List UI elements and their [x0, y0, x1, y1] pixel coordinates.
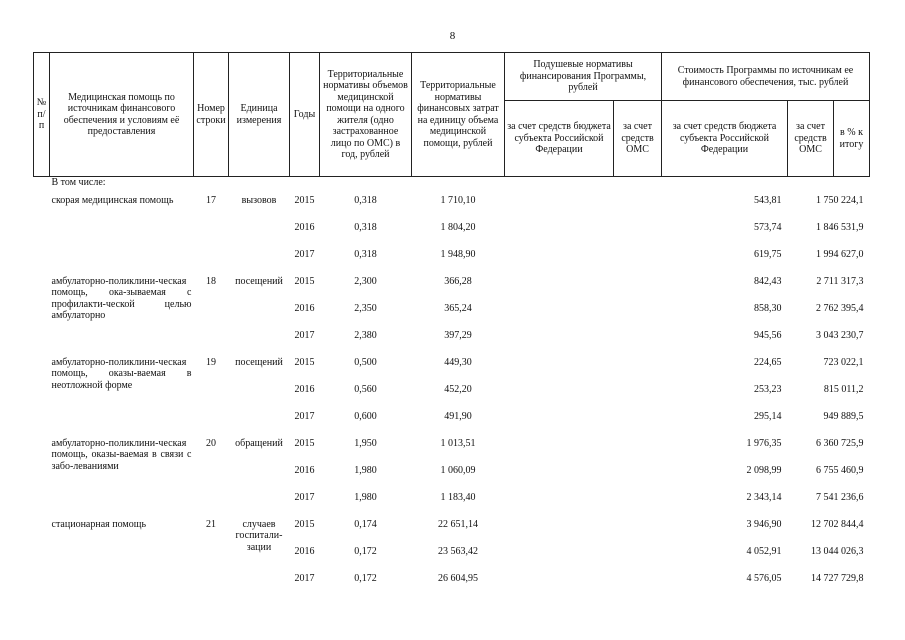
cell-year: 2016	[294, 302, 315, 314]
cell-pc-budget	[505, 438, 614, 465]
table-row	[34, 276, 870, 303]
col-group-per-capita: Подушевые нормативы финансирования Программы, рублей	[505, 53, 662, 101]
cell-pc-oms: 1 976,35	[746, 437, 782, 449]
col-medical-care: Медицинская помощь по источникам финансового обеспечения и условиям её предоставления	[50, 53, 194, 177]
cell-row-number: 21	[206, 518, 216, 530]
cell-year: 2015	[294, 437, 315, 449]
cell-year: 2015	[294, 194, 315, 206]
cell-year: 2017	[294, 410, 315, 422]
cell-cost-norm: 365,24	[444, 302, 472, 314]
cell-prog-oms: 1 750 224,1	[816, 194, 864, 206]
cell-unit: посещений	[235, 275, 283, 287]
cell-year: 2015	[294, 518, 315, 530]
cell-cost-norm: 1 060,09	[440, 464, 476, 476]
cell-year: 2016	[294, 383, 315, 395]
cell-volume-norm: 1,980	[354, 491, 377, 503]
cell-pc-oms: 3 946,90	[746, 518, 782, 530]
cell-cost-norm: 491,90	[444, 410, 472, 422]
cell-cost-norm: 1 710,10	[440, 194, 476, 206]
col-group-program-cost: Стоимость Программы по источникам ее финансового обеспечения, тыс. рублей	[662, 53, 870, 101]
cell-pc-budget	[505, 492, 614, 519]
cell-year: 2015	[294, 356, 315, 368]
cell-pc-oms: 945,56	[754, 329, 782, 341]
col-percent-total: в % к итогу	[834, 101, 870, 177]
cell-pc-oms: 224,65	[754, 356, 782, 368]
cell-volume-norm: 2,350	[354, 302, 377, 314]
cell-pc-oms: 619,75	[754, 248, 782, 260]
cell-year: 2017	[294, 491, 315, 503]
col-no: № п/п	[34, 53, 50, 177]
cell-volume-norm: 0,174	[354, 518, 377, 530]
cell-pc-oms: 573,74	[754, 221, 782, 233]
cell-year: 2015	[294, 275, 315, 287]
subheading: В том числе:	[51, 177, 106, 188]
cell-prog-oms: 6 755 460,9	[816, 464, 864, 476]
cell-year: 2017	[294, 329, 315, 341]
cell-pc-budget	[505, 384, 614, 411]
cell-cost-norm: 23 563,42	[438, 545, 478, 557]
cell-prog-oms: 1 846 531,9	[816, 221, 864, 233]
cell-cost-norm: 449,30	[444, 356, 472, 368]
cell-pc-budget	[505, 573, 614, 600]
cell-pc-budget	[505, 465, 614, 492]
cell-pc-budget	[505, 276, 614, 303]
cell-prog-oms: 6 360 725,9	[816, 437, 864, 449]
col-pc-budget: за счет средств бюджета субъекта Российской Федерации	[505, 101, 614, 177]
cell-pc-oms: 2 343,14	[746, 491, 782, 503]
cell-year: 2017	[294, 572, 315, 584]
page-number: 8	[449, 30, 456, 42]
cell-volume-norm: 1,980	[354, 464, 377, 476]
cell-year: 2016	[294, 464, 315, 476]
table-row	[34, 357, 870, 384]
cell-row-number: 18	[206, 275, 216, 287]
col-years: Годы	[290, 53, 320, 177]
cell-year: 2017	[294, 248, 315, 260]
cell-unit: вызовов	[241, 194, 277, 206]
cell-pc-oms: 4 052,91	[746, 545, 782, 557]
cell-pc-oms: 858,30	[754, 302, 782, 314]
col-prog-oms: за счет средств ОМС	[788, 101, 834, 177]
cell-unit: случаев госпитали-зации	[235, 518, 283, 553]
cell-volume-norm: 0,318	[354, 248, 377, 260]
cell-volume-norm: 0,560	[354, 383, 377, 395]
cell-year: 2016	[294, 545, 315, 557]
cell-no	[34, 276, 50, 357]
cell-pc-budget	[505, 519, 614, 546]
cell-cost-norm: 397,29	[444, 329, 472, 341]
cell-pc-oms: 4 576,05	[746, 572, 782, 584]
cell-no	[34, 438, 50, 519]
cell-prog-oms: 2 762 395,4	[816, 302, 864, 314]
cell-pc-oms: 2 098,99	[746, 464, 782, 476]
cell-pc-oms: 543,81	[754, 194, 782, 206]
col-cost-norms: Территориальные нормативы финансовых затрат на единицу объема медицинской помощи, рублей	[412, 53, 505, 177]
cell-care-name: амбулаторно-поликлини-ческая помощь, оказы-ваемая в связи с забо-леваниями	[51, 437, 192, 472]
cell-row-number: 20	[206, 437, 216, 449]
cell-pc-oms: 295,14	[754, 410, 782, 422]
cell-care-name: амбулаторно-поликлини-ческая помощь, ока-зываемая с профилакти-ческой целью амбулаторно	[51, 275, 192, 321]
table-row	[34, 195, 870, 222]
cell-volume-norm: 0,318	[354, 194, 377, 206]
col-row-number: Номер строки	[194, 53, 229, 177]
cell-no	[34, 519, 50, 600]
program-cost-table	[33, 52, 869, 600]
col-volume-norms: Территориальные нормативы объемов медицинской помощи на одного жителя (одно застрахованное лицо по ОМС) в год, рублей	[320, 53, 412, 177]
cell-pc-budget	[505, 249, 614, 276]
cell-prog-oms: 13 044 026,3	[811, 545, 864, 557]
cell-pc-oms: 253,23	[754, 383, 782, 395]
cell-prog-oms: 815 011,2	[823, 383, 864, 395]
cell-cost-norm: 1 183,40	[440, 491, 476, 503]
cell-volume-norm: 2,380	[354, 329, 377, 341]
cell-care-name: стационарная помощь	[51, 518, 147, 530]
cell-prog-oms: 12 702 844,4	[811, 518, 864, 530]
cell-row-number: 19	[206, 356, 216, 368]
cell-care-name: скорая медицинская помощь	[51, 194, 174, 206]
table-row	[34, 438, 870, 465]
cell-prog-oms: 723 022,1	[823, 356, 864, 368]
cell-volume-norm: 0,172	[354, 545, 377, 557]
table-body	[34, 177, 870, 600]
cell-volume-norm: 0,318	[354, 221, 377, 233]
cell-cost-norm: 366,28	[444, 275, 472, 287]
cell-volume-norm: 0,172	[354, 572, 377, 584]
cell-pc-budget	[505, 195, 614, 222]
cell-prog-oms: 1 994 627,0	[816, 248, 864, 260]
cell-pc-budget	[505, 357, 614, 384]
cell-cost-norm: 1 013,51	[440, 437, 476, 449]
cell-prog-oms: 14 727 729,8	[811, 572, 864, 584]
col-pc-oms: за счет средств ОМС	[614, 101, 662, 177]
cell-care-name: амбулаторно-поликлини-ческая помощь, оказы-ваемая в неотложной форме	[51, 356, 192, 391]
cell-pc-budget	[505, 330, 614, 357]
cell-volume-norm: 2,300	[354, 275, 377, 287]
cell-year: 2016	[294, 221, 315, 233]
cell-pc-budget	[505, 303, 614, 330]
cell-pc-budget	[505, 546, 614, 573]
cell-prog-oms: 7 541 236,6	[816, 491, 864, 503]
cell-cost-norm: 452,20	[444, 383, 472, 395]
cell-prog-oms: 949 889,5	[823, 410, 864, 422]
cell-cost-norm: 26 604,95	[438, 572, 478, 584]
cell-pc-budget	[505, 411, 614, 438]
cell-cost-norm: 1 804,20	[440, 221, 476, 233]
cell-volume-norm: 0,600	[354, 410, 377, 422]
cell-cost-norm: 22 651,14	[438, 518, 478, 530]
cell-volume-norm: 1,950	[354, 437, 377, 449]
cell-prog-oms: 2 711 317,3	[816, 275, 864, 287]
table-row	[34, 519, 870, 546]
table-header	[34, 53, 870, 177]
cell-no	[34, 195, 50, 276]
cell-unit: посещений	[235, 356, 283, 368]
col-prog-budget: за счет средств бюджета субъекта Российской Федерации	[662, 101, 788, 177]
cell-cost-norm: 1 948,90	[440, 248, 476, 260]
cell-prog-oms: 3 043 230,7	[816, 329, 864, 341]
cell-no	[34, 357, 50, 438]
cell-volume-norm: 0,500	[354, 356, 377, 368]
cell-row-number: 17	[206, 194, 216, 206]
cell-pc-budget	[505, 222, 614, 249]
cell-unit: обращений	[235, 437, 283, 449]
col-unit: Единица измерения	[229, 53, 290, 177]
cell-pc-oms: 842,43	[754, 275, 782, 287]
